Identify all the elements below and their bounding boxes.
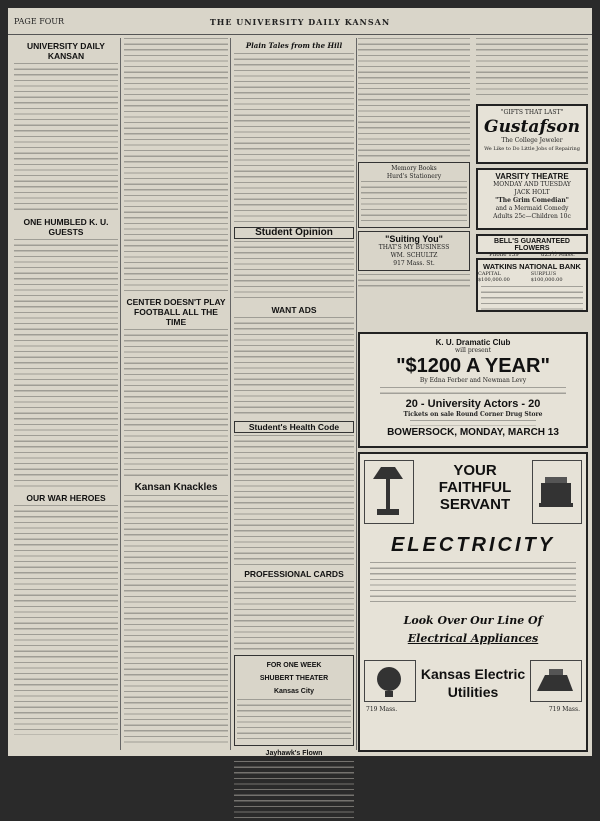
lamp-icon [364,460,414,524]
column-3 [234,38,354,757]
prices-text [410,420,536,426]
electric-your: YOUR [453,462,497,479]
varsity-film: "The Grim Comedian" [495,197,569,204]
article-text [358,38,470,84]
electric-look: Look Over Our Line Of [403,614,543,627]
memory-books-ad [358,162,470,228]
shubert-ad [234,655,354,746]
watkins-ad [476,258,588,312]
gustafson-name: Gustafson [484,117,580,137]
column-rule [230,38,231,750]
play-title: "$1200 A YEAR" [396,355,550,377]
staff-listing-text [14,63,118,213]
article-text [124,38,228,293]
dramatic-club-ad [358,332,588,448]
headline-knackles: Kansan Knackles [134,482,218,493]
dramatic-club-name: K. U. Dramatic Club [435,338,511,347]
article-text [234,435,354,565]
ad-text [361,181,467,221]
iron-icon [530,660,582,702]
suiting-ad [358,231,470,271]
gustafson-sub2: We Like to Do Little Jobs of Repairing [484,146,580,152]
utilities-address-right: 719 Mass. [548,706,580,713]
headline-war-heroes: OUR WAR HEROES [26,493,106,503]
suiting-title: "Suiting You" [385,234,443,244]
dramatic-present: will present [455,347,491,354]
masthead [8,8,592,35]
article-text [14,239,118,489]
article-text [234,53,354,223]
watkins-name: WATKINS NATIONAL BANK [483,262,581,271]
column-1 [14,38,118,750]
editorial-masthead: UNIVERSITY DAILY KANSAN [27,41,105,61]
headline-student-opinion: Student Opinion [234,227,354,239]
headline-jayhawks-flown: Jayhawk's Flown [265,750,323,757]
varsity-ad [476,168,588,230]
cards-text [234,581,354,651]
shubert-name: SHUBERT THEATER [259,675,329,682]
headline-professional-cards: PROFESSIONAL CARDS [244,569,344,579]
electric-faithful: FAITHFUL [438,479,512,496]
varsity-comedy: and a Mermaid Comedy [495,205,569,212]
article-text [14,505,118,735]
gustafson-sub: The College Jeweler [501,137,563,144]
watkins-officers [481,286,583,314]
electric-headline: ELECTRICITY [390,534,556,556]
toaster-icon [532,460,582,524]
article-text [358,88,470,158]
headline-plain-tales: Plain Tales from the Hill [245,41,343,50]
heater-icon [364,660,416,702]
shubert-week: FOR ONE WEEK [266,662,322,669]
shubert-city: Kansas City [273,688,315,695]
suiting-name: WM. SCHULTZ [390,252,438,259]
electric-copy [370,562,576,602]
bells-ad [476,234,588,258]
bells-name: BELL'S GUARANTEED FLOWERS [494,238,570,252]
bells-phone: Phone 139 [489,252,519,258]
page-number: PAGE FOUR [14,17,65,26]
column-rule [120,38,121,750]
utilities-address-left: 719 Mass. [366,706,398,713]
memory-books: Memory Books [391,165,437,172]
gustafson-ad [476,104,588,164]
watkins-surplus: SURPLUS $100,000.00 [530,271,563,283]
suiting-addr: 917 Mass. St. [393,260,435,267]
column-4 [358,38,588,750]
gustafson-tagline: "GIFTS THAT LAST" [500,109,564,116]
electric-servant: SERVANT [439,496,511,513]
tickets-line: Tickets on sale Round Corner Drug Store [403,411,543,418]
headline-want-ads: WANT ADS [271,305,317,315]
headline-humbled: ONE HUMBLED K. U. GUESTS [23,217,109,237]
shubert-text [237,699,351,739]
electric-appliances: Electrical Appliances [407,632,539,645]
ad-text [380,387,566,395]
article-text [124,495,228,745]
watkins-capital: CAPITAL $100,000.00 [478,271,510,283]
article-text [358,274,470,290]
headline-health-code: Student's Health Code [234,421,354,433]
article-text [234,241,354,301]
headline-center-football: CENTER DOESN'T PLAY FOOTBALL ALL THE TIME [126,297,226,327]
varsity-days: MONDAY AND TUESDAY [493,181,571,188]
column-rule [356,38,357,750]
suiting-sub: THAT'S MY BUSINESS [378,244,450,251]
varsity-prices: Adults 25c—Children 10c [493,213,571,220]
varsity-name: VARSITY THEATRE [495,172,569,181]
column-2 [124,38,228,750]
bells-addr: 825½ Mass. [540,252,575,258]
utilities-name2: Utilities [447,684,499,700]
article-text [234,761,354,821]
article-text [476,38,588,98]
classified-text [234,317,354,417]
utilities-name1: Kansas Electric [420,666,526,682]
hurds-stationery: Hurd's Stationery [386,173,442,180]
play-authors: By Edna Ferber and Newman Levy [419,377,527,384]
actors-line: 20 - University Actors - 20 [405,398,541,410]
electric-ad [358,452,588,752]
article-text [124,329,228,479]
paper-name: THE UNIVERSITY DAILY KANSAN [209,17,391,27]
varsity-star: JACK HOLT [514,189,550,196]
newspaper-page [8,8,592,756]
performance-date: BOWERSOCK, MONDAY, MARCH 13 [387,427,559,438]
